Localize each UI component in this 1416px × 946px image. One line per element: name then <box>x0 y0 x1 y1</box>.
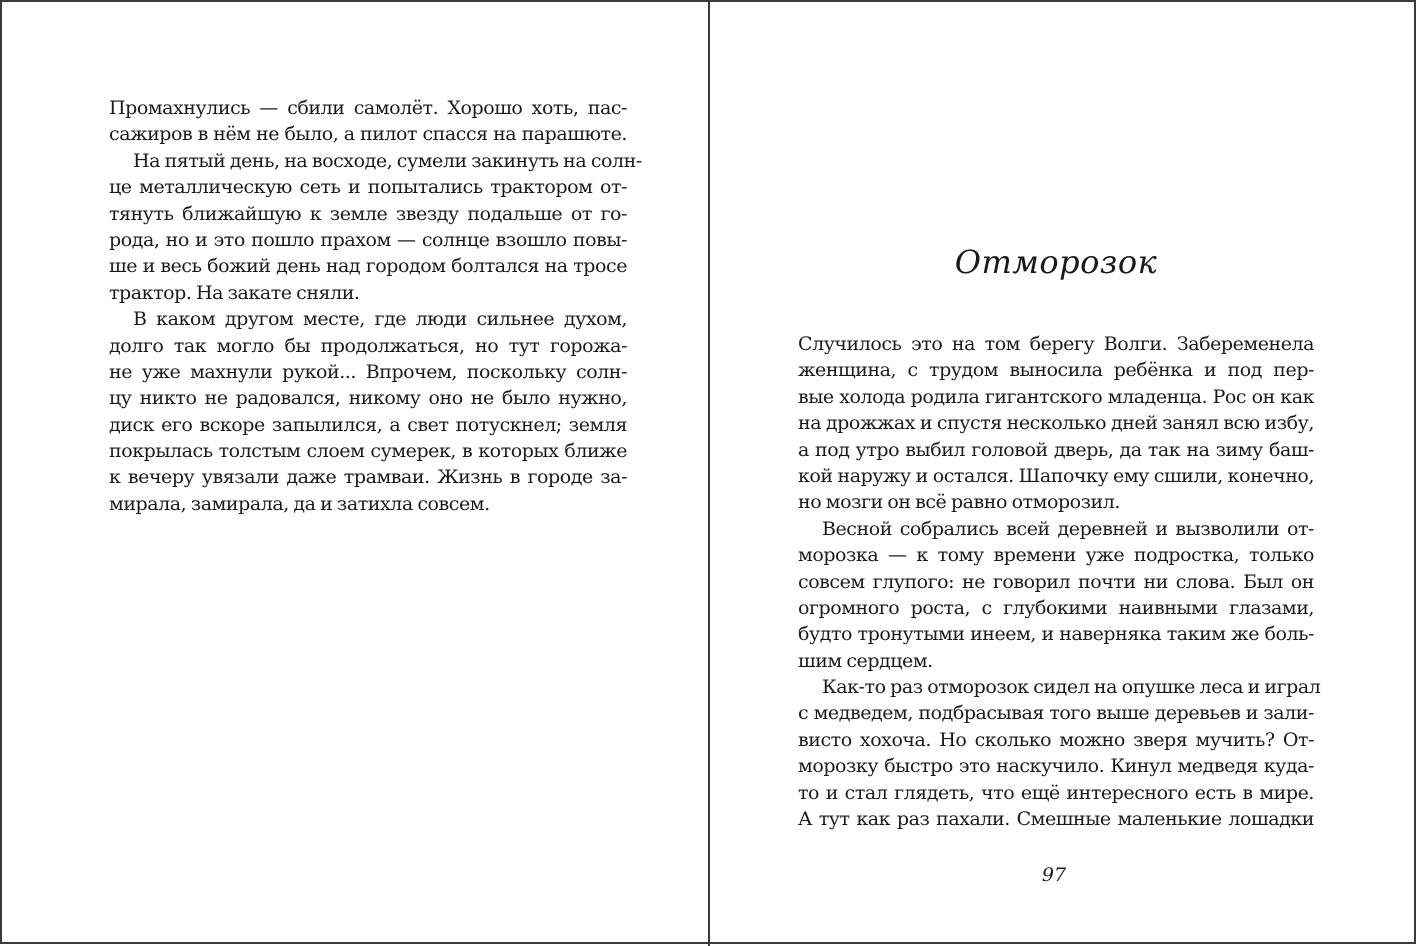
text-line: морозка — к тому времени уже подростка, только <box>798 544 1314 567</box>
text-line: к вечеру увязали даже трамваи. Жизнь в городе за- <box>109 466 627 489</box>
text-line: Как-то раз отморозок сидел на опушке леса и играл <box>822 676 1321 699</box>
text-line: тянуть ближайшую к земле звезду подальше от го- <box>109 202 627 225</box>
text-line: висто хохоча. Но сколько можно зверя мучить? От- <box>798 728 1314 751</box>
text-line: Случилось это на том берегу Волги. Забеременела <box>798 333 1314 355</box>
text-line: совсем глупого: не говорил почти ни слова. Был он <box>798 570 1314 593</box>
text-line: Промахнулись — сбили самолёт. Хорошо хоть, пас- <box>109 97 627 119</box>
left-page-body <box>109 95 642 517</box>
text-line: огромного роста, с глубокими наивными глазами, <box>798 596 1314 619</box>
text-line: В каком другом месте, где люди сильнее духом, <box>133 308 627 331</box>
page-number: 97 <box>1041 864 1067 886</box>
chapter-title: Отморозок <box>954 243 1158 281</box>
text-line: будто тронутыми инеем, и наверняка таким же боль- <box>798 623 1314 646</box>
text-line: женщина, с трудом выносила ребёнка и под пер- <box>798 359 1314 382</box>
text-line: На пятый день, на восходе, сумели закинуть на солн- <box>133 149 642 172</box>
page-divider <box>708 2 710 946</box>
text-line: с медведем, подбрасывая того выше деревьев и зали- <box>798 702 1314 725</box>
text-line: цу никто не радовался, никому оно не было нужно, <box>109 387 627 410</box>
text-line: шим сердцем. <box>798 649 933 672</box>
text-line: трактор. На закате сняли. <box>109 281 360 304</box>
text-line: мирала, замирала, да и затихла совсем. <box>109 492 490 515</box>
text-line: сажиров в нём не было, а пилот спасся на парашюте. <box>109 123 627 146</box>
text-line: рода, но и это пошло прахом — солнце взошло повы- <box>109 228 627 251</box>
text-line: ше и весь божий день над городом болтался на тросе <box>109 255 627 278</box>
right-page-body <box>798 331 1321 832</box>
text-line: но мозги он всё равно отморозил. <box>798 491 1120 514</box>
text-line: морозку быстро это наскучило. Кинул медведя куда- <box>798 755 1314 778</box>
text-line: не уже махнули рукой... Впрочем, поскольку солн- <box>109 360 627 383</box>
text-line: Весной собрались всей деревней и вызволили от- <box>822 517 1314 540</box>
text-line: це металлическую сеть и попытались трактором от- <box>109 176 627 199</box>
text-line: то и стал глядеть, что ещё интересного есть в мире. <box>798 781 1314 804</box>
text-line: покрылась толстым слоем сумерек, в которых ближе <box>109 440 627 463</box>
text-line: долго так могло бы продолжаться, но тут горожа- <box>109 334 627 357</box>
text-line: кой наружу и остался. Шапочку ему сшили, конечно, <box>798 464 1314 487</box>
text-line: диск его вскоре запылился, а свет потускнел; земля <box>109 413 627 436</box>
text-line: а под утро выбил головой дверь, да так на зиму баш- <box>798 438 1314 461</box>
text-line: А тут как раз пахали. Смешные маленькие лошадки <box>798 808 1314 831</box>
text-line: на дрожжах и спустя несколько дней занял всю избу, <box>798 412 1314 435</box>
text-line: вые холода родила гигантского младенца. Рос он как <box>798 385 1314 408</box>
